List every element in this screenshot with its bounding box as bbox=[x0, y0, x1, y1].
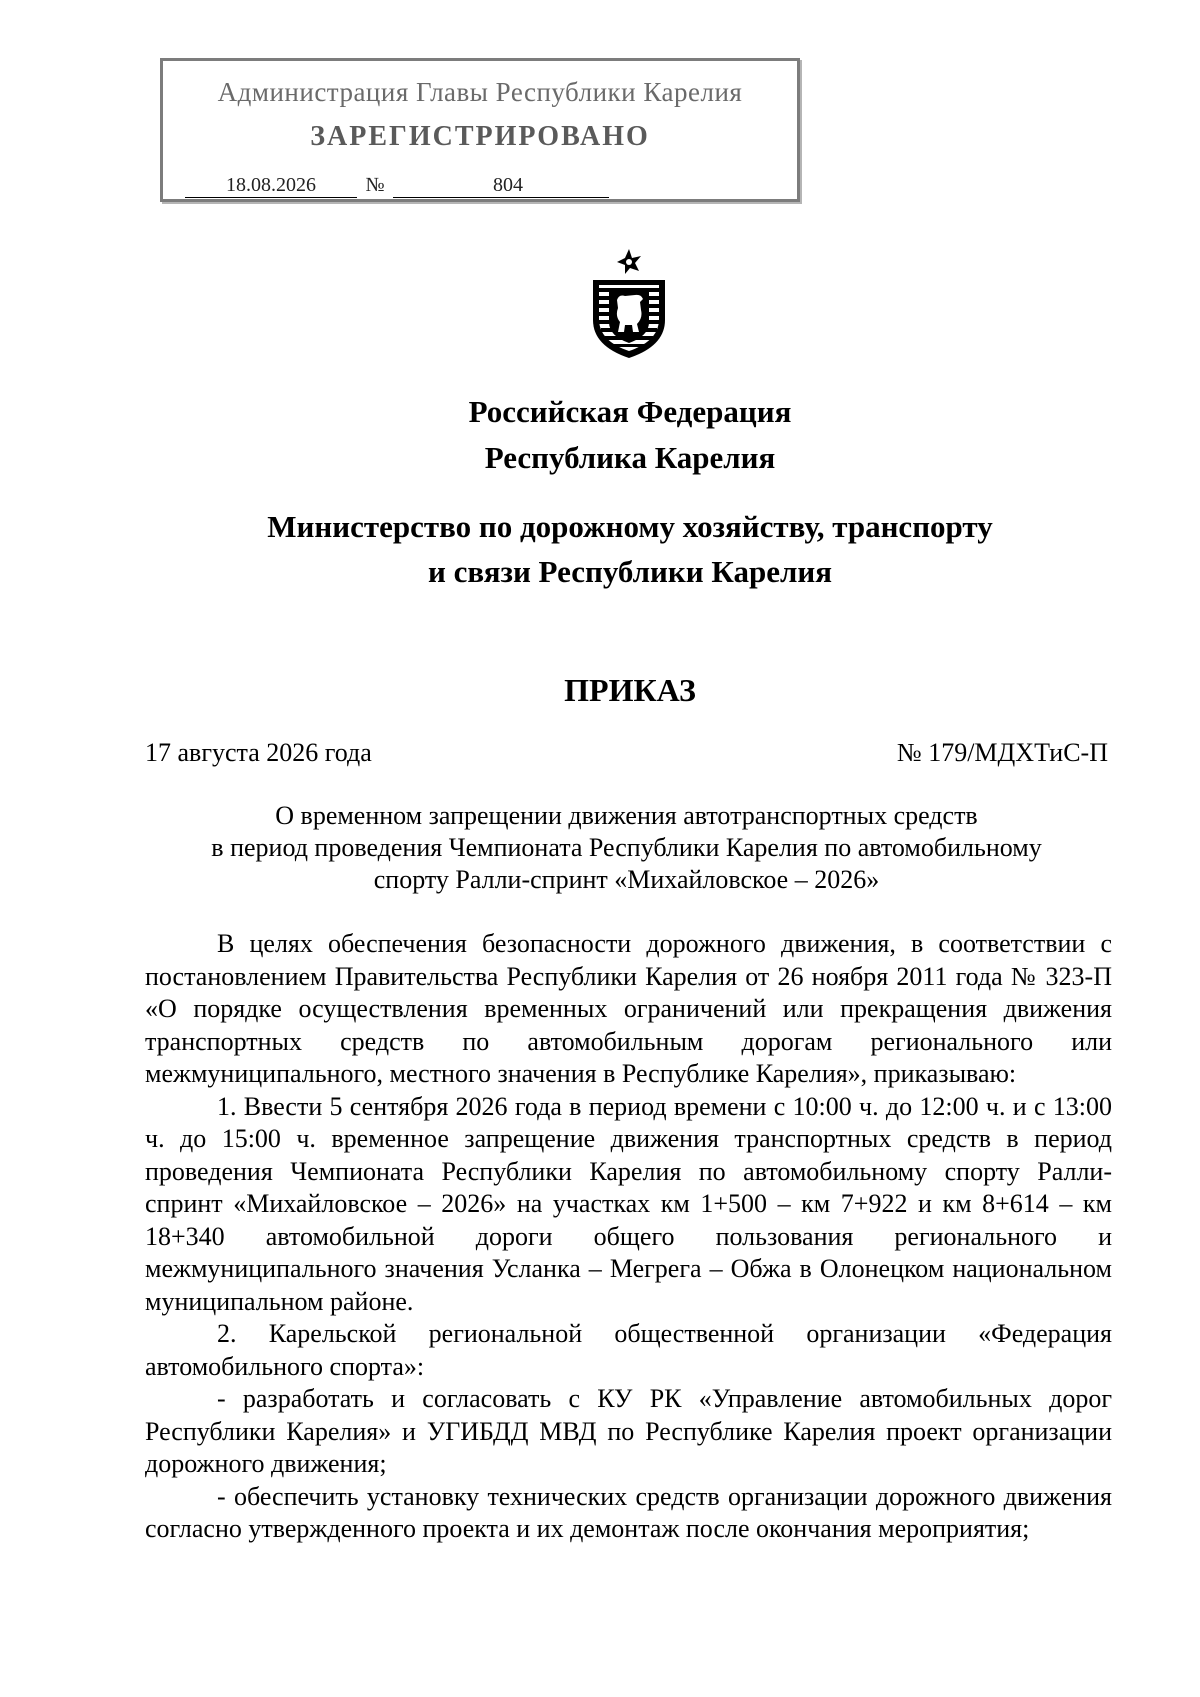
document-subject bbox=[145, 800, 1108, 896]
karelia-coat-of-arms-icon bbox=[583, 248, 675, 360]
body-paragraph-subitem: - обеспечить установку технических средств организации дорожного движения согласно утвержденного проекта и их демонтаж после окончания мероприятия; bbox=[145, 1481, 1112, 1543]
document-body bbox=[145, 928, 1112, 1546]
stamp-organization: Администрация Главы Республики Карелия bbox=[217, 77, 743, 107]
stamp-registration-line bbox=[185, 173, 609, 198]
ministry-line-1: Министерство по дорожному хозяйству, транспорту bbox=[267, 509, 993, 544]
stamp-number: 804 bbox=[393, 173, 609, 198]
subject-line: спорту Ралли-спринт «Михайловское – 2026» bbox=[373, 865, 880, 894]
stamp-date: 18.08.2026 bbox=[185, 173, 357, 198]
subject-line: О временном запрещении движения автотранспортных средств bbox=[275, 801, 978, 830]
header-region: Республика Карелия bbox=[484, 440, 776, 475]
body-paragraph-subitem: - разработать и согласовать с КУ РК «Управление автомобильных дорог Республики Карелия» и УГИБДД МВД по Республике Карелия проект организации дорожного движения; bbox=[145, 1384, 1112, 1478]
document-number: № 179/МДХТиС-П bbox=[896, 738, 1108, 767]
ministry-line-2: и связи Республики Карелия bbox=[428, 554, 832, 589]
body-paragraph-preamble: В целях обеспечения безопасности дорожного движения, в соответствии с постановлением Правительства Республики Карелия от 26 ноября 2011 года № 323-П «О порядке осуществления временных ограничений или прекращения движения транспортных средств по автомобильным дорогам регионального или межмуниципального, местного значения в Республике Карелия», приказываю: bbox=[145, 929, 1112, 1088]
document-date: 17 августа 2026 года bbox=[145, 738, 372, 767]
stamp-number-sign: № bbox=[365, 174, 385, 196]
body-paragraph-item-2: 2. Карельской региональной общественной организации «Федерация автомобильного спорта»: bbox=[145, 1319, 1112, 1381]
document-title: ПРИКАЗ bbox=[564, 672, 696, 708]
body-paragraph-item-1: 1. Ввести 5 сентября 2026 года в период времени с 10:00 ч. до 12:00 ч. и с 13:00 ч. до 15:00 ч. временное запрещение движения транспортных средств в период проведения Чемпионата Республики Карелия по автомобильному спорту Ралли-спринт «Михайловское – 2026» на участках км 1+500 – км 7+922 и км 8+614 – км 18+340 автомобильной дороги общего пользования регионального и межмуниципального значения Усланка – Мегрега – Обжа в Олонецком национальном муниципальном районе. bbox=[145, 1091, 1112, 1316]
registration-stamp bbox=[160, 58, 800, 202]
stamp-status: ЗАРЕГИСТРИРОВАНО bbox=[310, 121, 650, 152]
subject-line: в период проведения Чемпионата Республики Карелия по автомобильному bbox=[211, 833, 1042, 862]
header-country: Российская Федерация bbox=[468, 394, 792, 429]
